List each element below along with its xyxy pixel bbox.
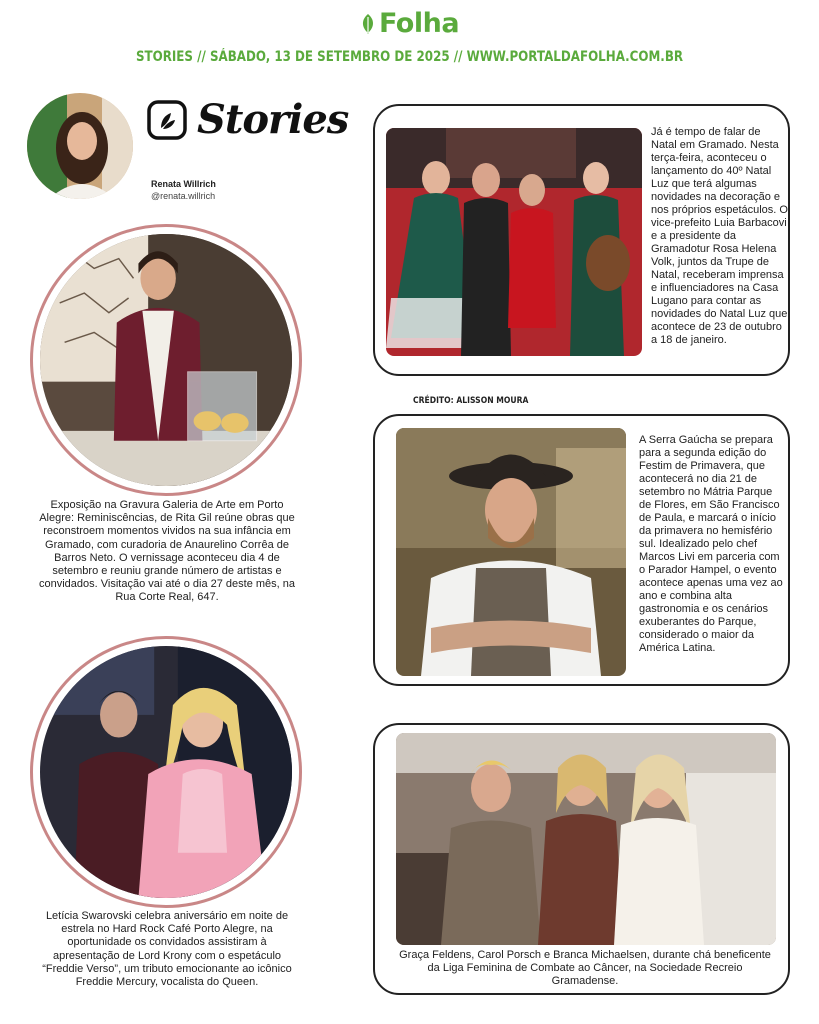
author-name: Renata Willrich	[151, 179, 216, 189]
column-title: Stories	[197, 96, 349, 143]
story-photo-exhibition	[30, 224, 302, 496]
brand-name: Folha	[378, 8, 460, 39]
story-panel-festim	[373, 414, 790, 686]
author-photo	[27, 93, 133, 199]
caption-exhibition: Exposição na Gravura Galeria de Arte em Porto Alegre: Reminiscências, de Rita Gil reúne obras que reconstroem momentos vividos na sua infância em Gramado, com curadoria de Anaurelino Corrêa de Barros Neto. O vernissage aconteceu dia 4 de setembro e reuniu grande número de artistas e convidados. Visitação vai até o dia 27 deste mês, na Rua Corte Real, 647.	[38, 499, 295, 604]
story-panel-liga	[373, 723, 790, 995]
photo-festim	[396, 428, 626, 676]
dateline: STORIES // SÁBADO, 13 DE SETEMBRO DE 2025 // WWW.PORTALDAFOLHA.COM.BR	[135, 49, 684, 65]
story-photo-birthday	[30, 636, 302, 908]
masthead	[0, 8, 819, 40]
column-header	[147, 96, 348, 143]
author-handle[interactable]: @renata.willrich	[151, 191, 216, 201]
leaf-icon	[360, 13, 376, 35]
brand-logo[interactable]	[360, 8, 459, 39]
photo-natal-luz	[386, 128, 642, 356]
caption-birthday: Letícia Swarovski celebra aniversário em noite de estrela no Hard Rock Café Porto Alegre, na oportunidade os convidados assistiram à apresentação de Lord Krony com o espetáculo “Freddie Verso”, um tributo emocionante ao icônico Freddie Mercury, vocalista do Queen.	[42, 910, 292, 989]
photo-liga	[396, 733, 776, 945]
text-festim: A Serra Gaúcha se prepara para a segunda edição do Festim de Primavera, que acontecerá no dia 21 de setembro no Mátria Parque de Flores, em São Francisco de Paula, e marcará o início da primavera no hemisfério sul. Idealizado pelo chef Marcos Livi em parceria com o Parador Hampel, o evento acontece apenas uma vez ao ano e combina alta gastronomia e os cenários exuberantes do Parque, considerado o maior da América Latina.	[639, 434, 783, 654]
photo-credit: CRÉDITO: ALISSON MOURA	[413, 396, 529, 406]
story-panel-natal-luz	[373, 104, 790, 376]
text-natal-luz: Já é tempo de falar de Natal em Gramado. Nesta terça-feira, aconteceu o lançamento do 40º Natal Luz que terá algumas novidades na decoração e nos próprios espetáculos. O vice-prefeito Luia Barbacovi e a presidente da Gramadotur Rosa Helena Volk, juntos da Trupe de Natal, receberam imprensa e influenciadores na Casa Lugano para contar as novidades do Natal Luz que acontece de 23 de outubro a 18 de janeiro.	[651, 126, 788, 346]
instagram-icon[interactable]	[147, 100, 187, 140]
text-liga: Graça Feldens, Carol Porsch e Branca Michaelsen, durante chá beneficente da Liga Feminina de Combate ao Câncer, na Sociedade Recreio Gramadense.	[399, 949, 771, 987]
